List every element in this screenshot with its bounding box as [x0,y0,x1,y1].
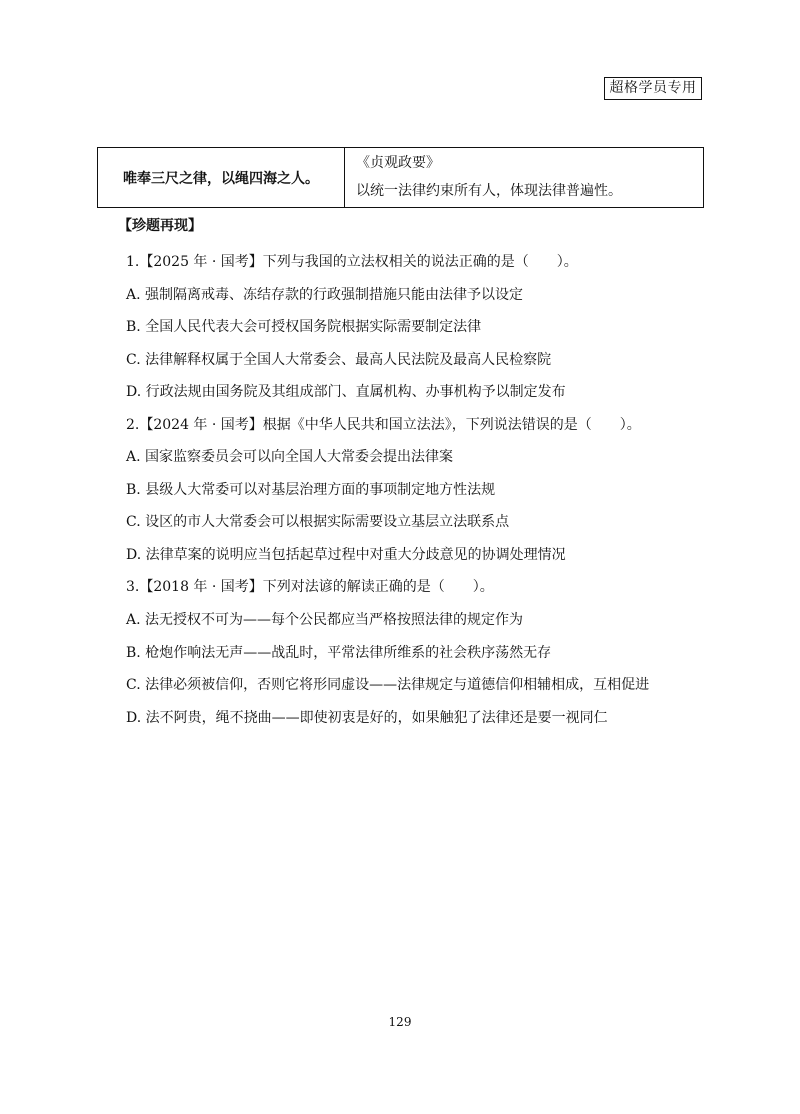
option-b: B. 枪炮作响法无声——战乱时，平常法律所维系的社会秩序荡然无存 [126,644,552,661]
option-a: A. 国家监察委员会可以向全国人大常委会提出法律案 [126,449,454,466]
option-c: C. 设区的市人大常委会可以根据实际需要设立基层立法联系点 [126,514,510,531]
option-d: D. 行政法规由国务院及其组成部门、直属机构、办事机构予以制定发布 [126,384,566,401]
quote-text: 唯奉三尺之律，以绳四海之人。 [98,148,345,207]
question-stem: 3.【2018 年 · 国考】下列对法谚的解读正确的是（ ）。 [126,579,494,596]
option-b: B. 全国人民代表大会可授权国务院根据实际需要制定法律 [126,319,482,336]
option-c: C. 法律必须被信仰，否则它将形同虚设——法律规定与道德信仰相辅相成，互相促进 [126,677,650,694]
option-d: D. 法不阿贵，绳不挠曲——即使初衷是好的，如果触犯了法律还是要一视同仁 [126,709,608,726]
question-stem: 2.【2024 年 · 国考】根据《中华人民共和国立法法》，下列说法错误的是（ ）。 [126,416,641,433]
quote-explanation: 以统一法律约束所有人，体现法律普遍性。 [356,183,622,199]
section-title: 【珍题再现】 [118,218,202,234]
option-d: D. 法律草案的说明应当包括起草过程中对重大分歧意见的协调处理情况 [126,546,566,563]
question-stem: 1.【2025 年 · 国考】下列与我国的立法权相关的说法正确的是（ ）。 [126,254,578,270]
quote-table [97,147,704,208]
question-2 [126,414,706,577]
member-only-badge: 超格学员专用 [604,77,702,100]
quote-source: 《贞观政要》 [356,155,440,171]
question-1 [126,251,706,414]
option-c: C. 法律解释权属于全国人大常委会、最高人民法院及最高人民检察院 [126,351,552,368]
option-a: A. 法无授权不可为——每个公民都应当严格按照法律的规定作为 [126,612,524,629]
page-number: 129 [388,1015,412,1029]
question-list [126,251,706,739]
option-a: A. 强制隔离戒毒、冻结存款的行政强制措施只能由法律予以设定 [126,286,524,303]
quote-explanation-cell [345,148,703,207]
option-b: B. 县级人大常委可以对基层治理方面的事项制定地方性法规 [126,481,496,498]
question-3 [126,576,706,739]
